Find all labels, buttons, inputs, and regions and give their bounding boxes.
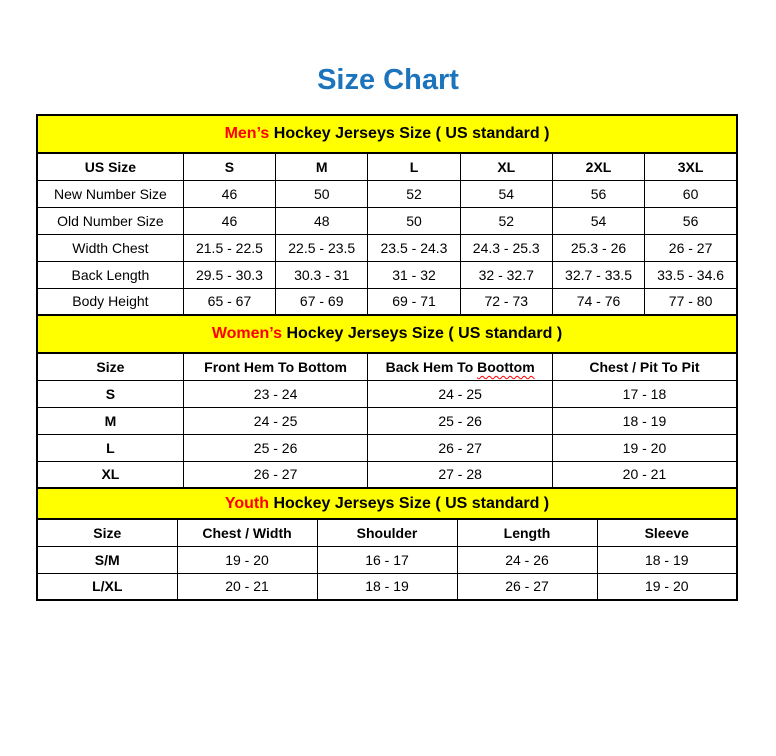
mens-header-row — [37, 153, 737, 180]
row-label: Old Number Size — [37, 207, 183, 234]
size-value-cell: 25 - 26 — [183, 434, 368, 461]
column-header: Front Hem To Bottom — [183, 353, 368, 380]
size-value-cell: 24 - 25 — [183, 407, 368, 434]
size-value-cell: 16 - 17 — [317, 546, 457, 573]
size-value-cell: 56 — [552, 180, 644, 207]
size-value-cell: 19 - 20 — [177, 546, 317, 573]
size-value-cell: 65 - 67 — [183, 288, 275, 315]
size-value-cell: 19 - 20 — [552, 434, 737, 461]
size-value-cell: 24.3 - 25.3 — [460, 234, 552, 261]
column-header: S — [183, 153, 275, 180]
size-value-cell: 54 — [460, 180, 552, 207]
size-value-cell: 26 - 27 — [645, 234, 737, 261]
size-value-cell: 50 — [368, 207, 460, 234]
size-value-cell: 31 - 32 — [368, 261, 460, 288]
table-row — [37, 407, 737, 434]
size-value-cell: 19 - 20 — [597, 573, 737, 600]
size-value-cell: 23.5 - 24.3 — [368, 234, 460, 261]
column-header: M — [276, 153, 368, 180]
row-label: S — [37, 380, 183, 407]
mens-banner-highlight: Men’s — [224, 125, 270, 142]
youth-banner-highlight: Youth — [224, 494, 269, 512]
size-value-cell: 72 - 73 — [460, 288, 552, 315]
table-row — [37, 380, 737, 407]
size-value-cell: 46 — [183, 180, 275, 207]
size-value-cell: 56 — [645, 207, 737, 234]
row-label: M — [37, 407, 183, 434]
size-value-cell: 32 - 32.7 — [460, 261, 552, 288]
size-value-cell: 20 - 21 — [552, 461, 737, 488]
size-value-cell: 29.5 - 30.3 — [183, 261, 275, 288]
size-value-cell: 18 - 19 — [552, 407, 737, 434]
row-label: Back Length — [37, 261, 183, 288]
size-value-cell: 30.3 - 31 — [276, 261, 368, 288]
womens-banner-cell — [37, 315, 737, 353]
size-value-cell: 50 — [276, 180, 368, 207]
youth-size-table — [36, 487, 738, 601]
row-label: Body Height — [37, 288, 183, 315]
size-value-cell: 21.5 - 22.5 — [183, 234, 275, 261]
column-header: US Size — [37, 153, 183, 180]
size-chart — [36, 114, 738, 601]
table-row — [37, 461, 737, 488]
size-value-cell: 22.5 - 23.5 — [276, 234, 368, 261]
size-value-cell: 33.5 - 34.6 — [645, 261, 737, 288]
row-label: S/M — [37, 546, 177, 573]
table-row — [37, 288, 737, 315]
column-header: XL — [460, 153, 552, 180]
youth-table-banner — [37, 488, 737, 519]
womens-table-banner — [37, 315, 737, 353]
womens-banner-highlight: Women’s — [211, 325, 283, 342]
misspelled-word: Boottom — [477, 358, 535, 375]
size-value-cell: 74 - 76 — [552, 288, 644, 315]
size-value-cell: 26 - 27 — [183, 461, 368, 488]
column-header — [368, 353, 553, 380]
mens-banner-cell — [37, 115, 737, 153]
size-value-cell: 18 - 19 — [317, 573, 457, 600]
size-value-cell: 24 - 25 — [368, 380, 553, 407]
column-header: Shoulder — [317, 519, 457, 546]
youth-header-row — [37, 519, 737, 546]
size-value-cell: 27 - 28 — [368, 461, 553, 488]
size-value-cell: 26 - 27 — [368, 434, 553, 461]
youth-banner-text: Hockey Jerseys Size ( US standard ) — [269, 494, 550, 512]
womens-banner-text: Hockey Jerseys Size ( US standard ) — [282, 325, 563, 342]
size-value-cell: 20 - 21 — [177, 573, 317, 600]
column-header: 3XL — [645, 153, 737, 180]
womens-header-row — [37, 353, 737, 380]
size-value-cell: 52 — [368, 180, 460, 207]
column-header: Chest / Width — [177, 519, 317, 546]
womens-size-table — [36, 314, 738, 489]
size-value-cell: 77 - 80 — [645, 288, 737, 315]
column-header: L — [368, 153, 460, 180]
size-value-cell: 54 — [552, 207, 644, 234]
size-value-cell: 17 - 18 — [552, 380, 737, 407]
column-header: Size — [37, 519, 177, 546]
table-row — [37, 434, 737, 461]
table-row — [37, 261, 737, 288]
column-header: Size — [37, 353, 183, 380]
size-value-cell: 25 - 26 — [368, 407, 553, 434]
size-value-cell: 25.3 - 26 — [552, 234, 644, 261]
table-row — [37, 207, 737, 234]
table-row — [37, 180, 737, 207]
size-value-cell: 60 — [645, 180, 737, 207]
size-value-cell: 32.7 - 33.5 — [552, 261, 644, 288]
size-value-cell: 24 - 26 — [457, 546, 597, 573]
table-row — [37, 573, 737, 600]
row-label: New Number Size — [37, 180, 183, 207]
size-value-cell: 48 — [276, 207, 368, 234]
table-row — [37, 546, 737, 573]
size-value-cell: 52 — [460, 207, 552, 234]
row-label: Width Chest — [37, 234, 183, 261]
size-value-cell: 18 - 19 — [597, 546, 737, 573]
size-value-cell: 26 - 27 — [457, 573, 597, 600]
mens-table-banner — [37, 115, 737, 153]
row-label: L — [37, 434, 183, 461]
mens-size-table — [36, 114, 738, 316]
column-header: 2XL — [552, 153, 644, 180]
table-row — [37, 234, 737, 261]
column-header: Length — [457, 519, 597, 546]
youth-banner-cell — [37, 488, 737, 519]
size-value-cell: 23 - 24 — [183, 380, 368, 407]
row-label: XL — [37, 461, 183, 488]
size-value-cell: 69 - 71 — [368, 288, 460, 315]
page-title: Size Chart — [317, 64, 459, 96]
column-header: Sleeve — [597, 519, 737, 546]
header-text: Back Hem To — [385, 358, 478, 375]
row-label: L/XL — [37, 573, 177, 600]
mens-banner-text: Hockey Jerseys Size ( US standard ) — [269, 125, 550, 142]
size-value-cell: 67 - 69 — [276, 288, 368, 315]
size-value-cell: 46 — [183, 207, 275, 234]
column-header: Chest / Pit To Pit — [552, 353, 737, 380]
